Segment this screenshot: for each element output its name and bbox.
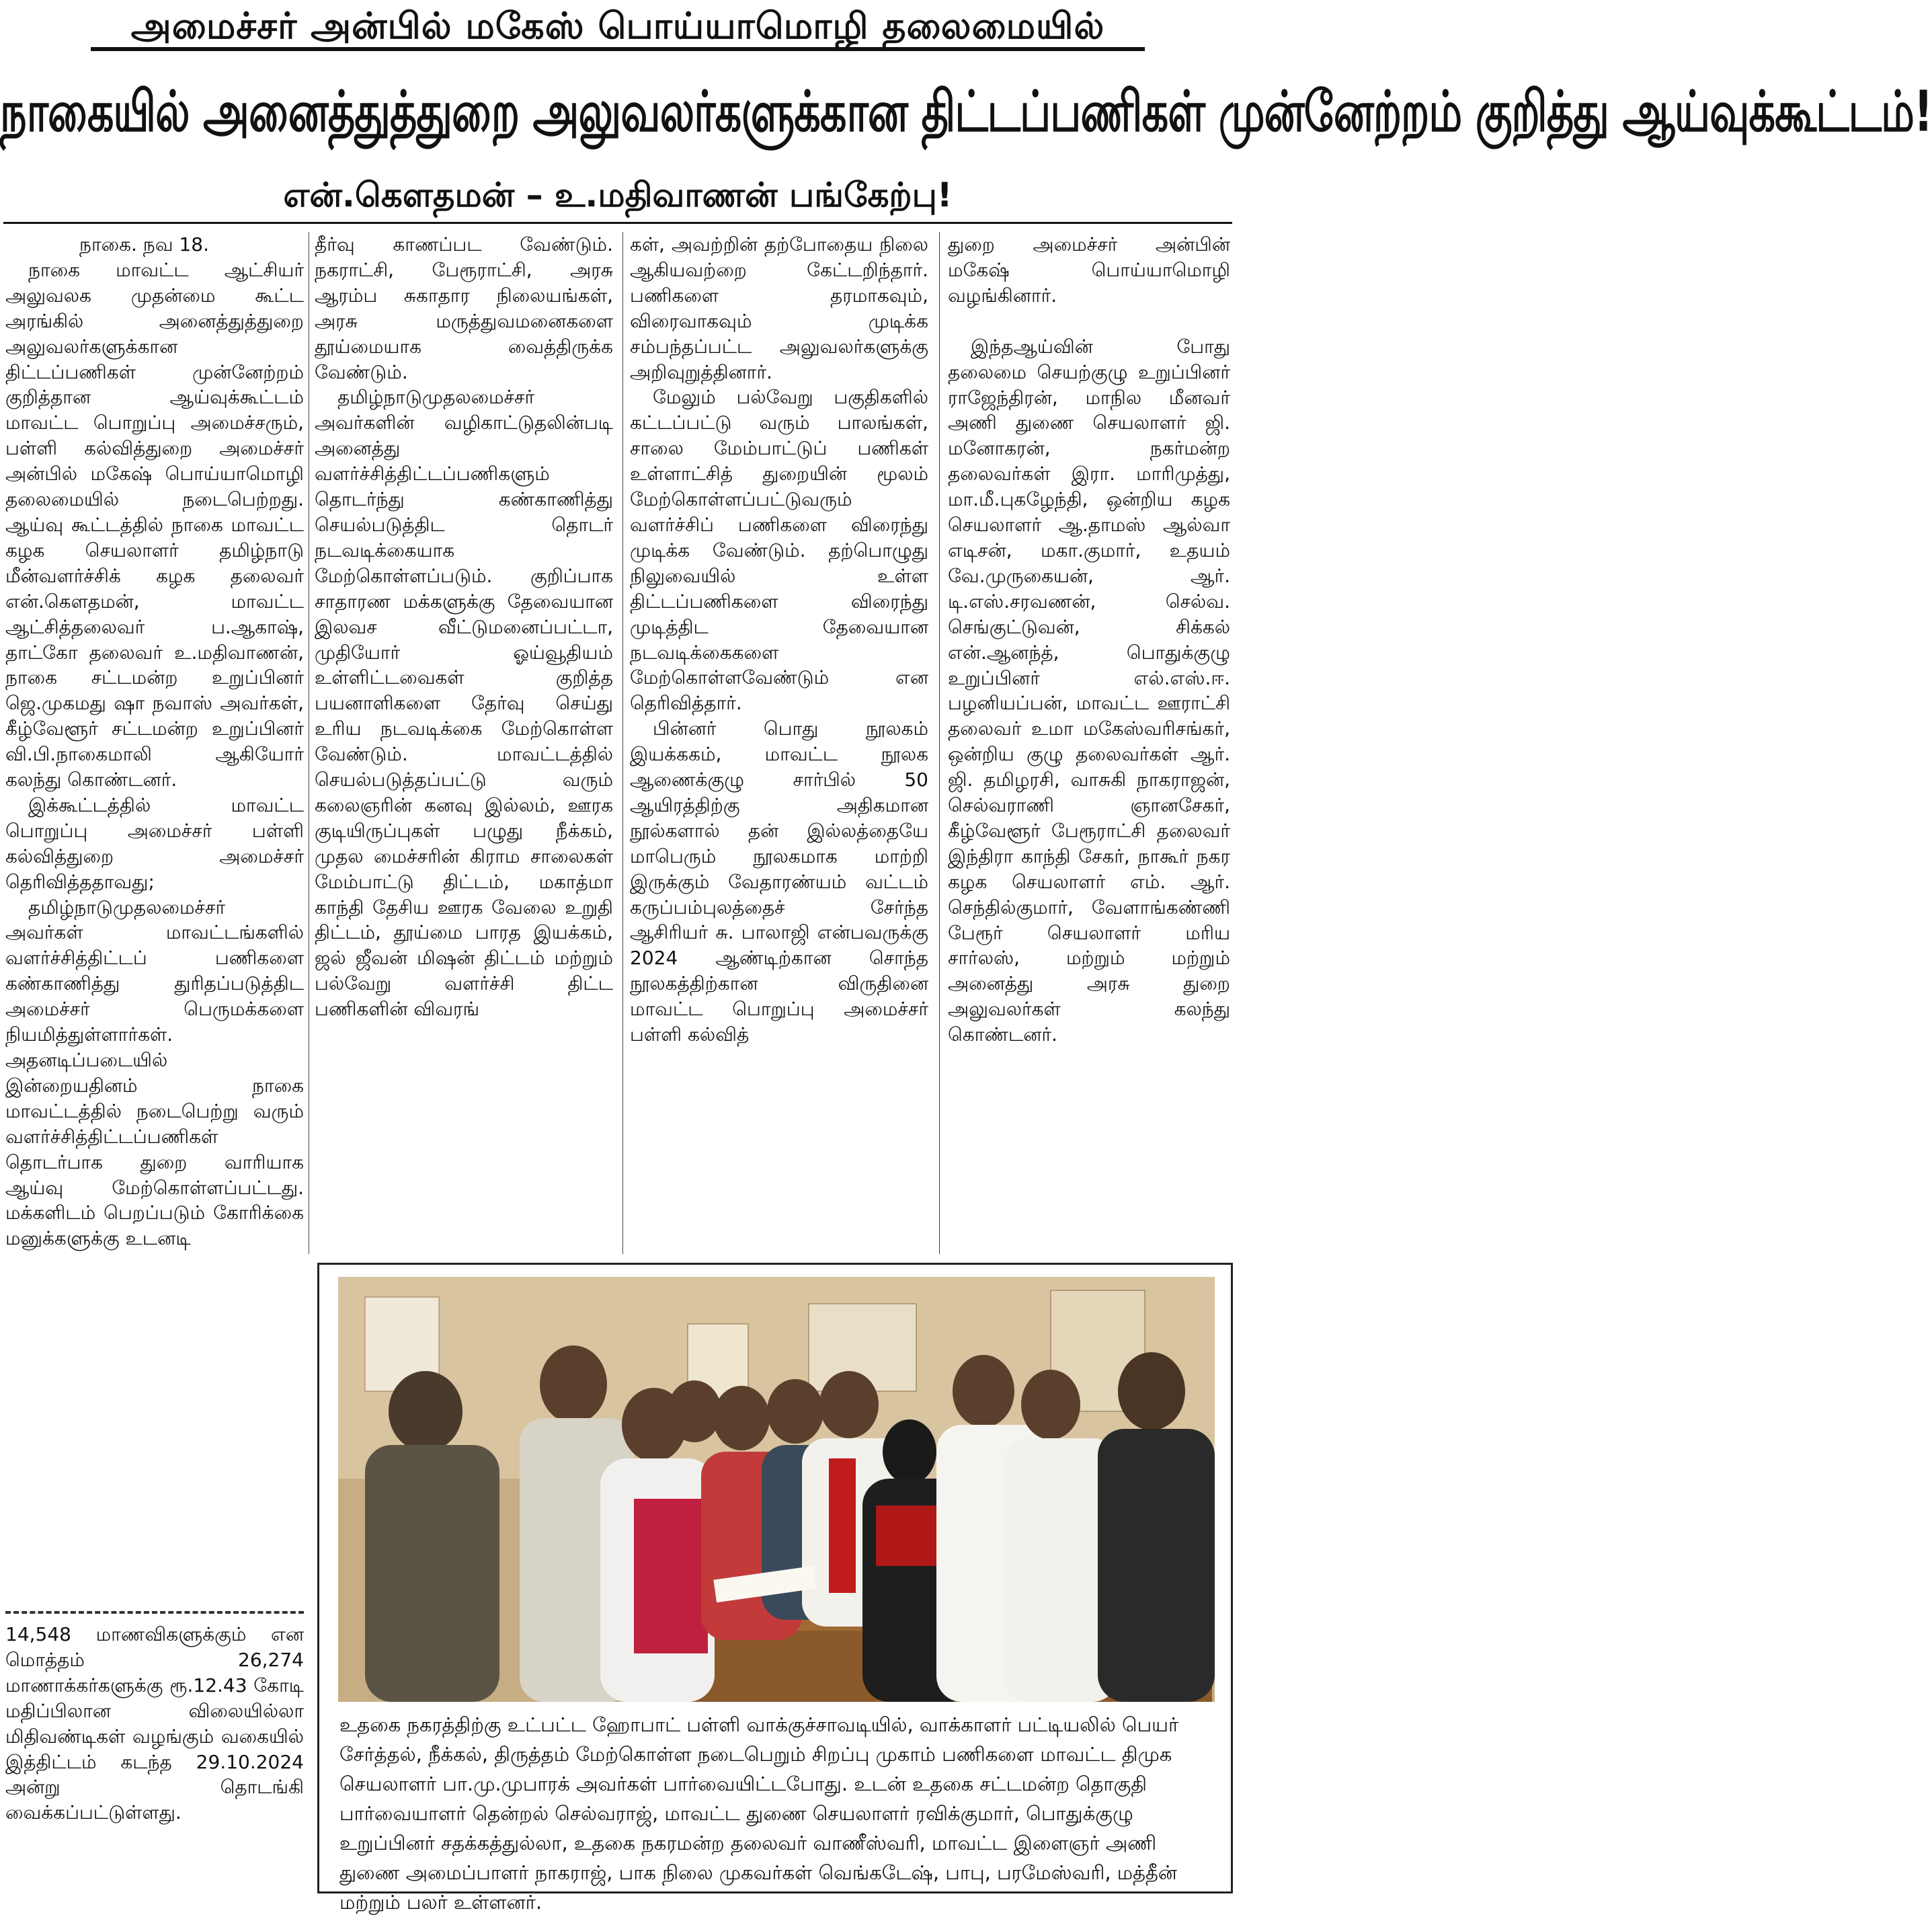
article-column-1 xyxy=(5,232,304,1251)
paragraph: நாகை மாவட்ட ஆட்சியர் அலுவலக முதன்மை கூட்ட அரங்கில் அனைத்துத்துறை அலுவலர்களுக்கான திட்டப்பணிகள் முன்னேற்றம் குறித்தான ஆய்வுக்கூட்டம் மாவட்ட பொறுப்பு அமைச்சரும், பள்ளி கல்வித்துறை அமைச்சர் அன்பில் மகேஷ் பொய்யாமொழி தலைமையில் நடைபெற்றது. ஆய்வு கூட்டத்தில் நாகை மாவட்ட கழக செயலாளர் தமிழ்நாடு மீன்வளர்ச்சிக் கழக தலைவர் என்.கௌதமன், மாவட்ட ஆட்சித்தலைவர் ப.ஆகாஷ், தாட்கோ தலைவர் உ.மதிவாணன், நாகை சட்டமன்ற உறுப்பினர் ஜெ.முகமது ஷா நவாஸ் அவர்கள், கீழ்வேளூர் சட்டமன்ற உறுப்பினர் வி.பி.நாகைமாலி ஆகியோர் கலந்து கொண்டனர். xyxy=(5,258,304,791)
photo-illustration xyxy=(338,1277,1215,1702)
subhead-rule xyxy=(3,222,1232,224)
dashed-divider xyxy=(5,1611,304,1614)
dateline: நாகை. நவ 18. xyxy=(79,233,209,256)
kicker: அமைச்சர் அன்பில் மகேஸ் பொய்யாமொழி தலைமையில் xyxy=(130,5,1105,47)
paragraph: துறை அமைச்சர் அன்பின் மகேஷ் பொய்யாமொழி வழங்கினார். xyxy=(948,233,1230,307)
paragraph: தீர்வு காணப்பட வேண்டும். நகராட்சி, பேரூராட்சி, அரசு ஆரம்ப சுகாதார நிலையங்கள், அரசு மருத்துவமனைகளை தூய்மையாக வைத்திருக்க வேண்டும். xyxy=(315,233,613,383)
photo-box xyxy=(317,1263,1233,1914)
column-rule xyxy=(622,232,623,1254)
paragraph: கள், அவற்றின் தற்போதைய நிலை ஆகியவற்றை கேட்டறிந்தார். பணிகளை தரமாகவும், விரைவாகவும் முடிக்க சம்பந்தப்பட்ட அலுவலர்களுக்கு அறிவுறுத்தினார். xyxy=(630,233,928,383)
paragraph: பின்னர் பொது நூலகம் இயக்ககம், மாவட்ட நூலக ஆணைக்குழு சார்பில் 50 ஆயிரத்திற்கு அதிகமான நூல்களால் தன் இல்லத்தையே மாபெரும் நூலகமாக மாற்றி இருக்கும் வேதாரண்யம் வட்டம் கருப்பம்புலத்தைச் சேர்ந்த ஆசிரியர் சு. பாலாஜி என்பவருக்கு 2024 ஆண்டிற்கான சொந்த நூலகத்திற்கான விருதினை மாவட்ட பொறுப்பு அமைச்சர் பள்ளி கல்வித் xyxy=(630,717,928,1046)
headline: நாகையில் அனைத்துத்துறை அலுவலர்களுக்கான திட்டப்பணிகள் முன்னேற்றம் குறித்து ஆய்வுக்கூட்டம்! xyxy=(0,78,1932,145)
paragraph: மேலும் பல்வேறு பகுதிகளில் கட்டப்பட்டு வரும் பாலங்கள், சாலை மேம்பாட்டுப் பணிகள் உள்ளாட்சித் துறையின் மூலம் மேற்கொள்ளப்பட்டுவரும் வளர்ச்சிப் பணிகளை விரைந்து முடிக்க வேண்டும். தற்பொழுது நிலுவையில் உள்ள திட்டப்பணிகளை விரைந்து முடித்திட தேவையான நடவடிக்கைகளை மேற்கொள்ளவேண்டும் என தெரிவித்தார். xyxy=(630,386,928,715)
article-column-2 xyxy=(315,232,613,1022)
column-rule xyxy=(939,232,940,1254)
photo-caption: உதகை நகரத்திற்கு உட்பட்ட ஹோபாட் பள்ளி வாக்குச்சாவடியில், வாக்காளர் பட்டியலில் பெயர் சேர்த்தல், நீக்கல், திருத்தம் மேற்கொள்ள நடைபெறும் சிறப்பு முகாம் பணிகளை மாவட்ட திமுக செயலாளர் பா.மு.முபாரக் அவர்கள் பார்வையிட்டபோது. உடன் உதகை சட்டமன்ற தொகுதி பார்வையாளர் தென்றல் செல்வராஜ், மாவட்ட துணை செயலாளர் ரவிக்குமார், பொதுக்குழு உறுப்பினர் சதக்கத்துல்லா, உதகை நகரமன்ற தலைவர் வாணீஸ்வரி, மாவட்ட இளைஞர் அணி துணை அமைப்பாளர் நாகராஜ், பாக நிலை முகவர்கள் வெங்கடேஷ், பாபு, பரமேஸ்வரி, மத்தீன் மற்றும் பலர் உள்ளனர். xyxy=(339,1713,1179,1914)
article-column-1-continued: 14,548 மாணவிகளுக்கும் என மொத்தம் 26,274 மாணாக்கர்களுக்கு ரூ.12.43 கோடி மதிப்பிலான விலையில்லா மிதிவண்டிகள் வழங்கும் வகையில் இத்திட்டம் கடந்த 29.10.2024 அன்று தொடங்கி வைக்கப்பட்டுள்ளது. xyxy=(5,1623,304,1824)
paragraph: தமிழ்நாடுமுதலமைச்சர் அவர்கள் மாவட்டங்களில் வளர்ச்சித்திட்டப் பணிகளை கண்காணித்து துரிதப்படுத்திட அமைச்சர் பெருமக்களை நியமித்துள்ளார்கள். அதனடிப்படையில் இன்றையதினம் நாகை மாவட்டத்தில் நடைபெற்று வரும் வளர்ச்சித்திட்டப்பணிகள் தொடர்பாக துறை வாரியாக ஆய்வு மேற்கொள்ளப்பட்டது. மக்களிடம் பெறப்படும் கோரிக்கை மனுக்களுக்கு உடனடி xyxy=(5,896,304,1250)
article-column-3 xyxy=(630,232,928,1048)
paragraph: இக்கூட்டத்தில் மாவட்ட பொறுப்பு அமைச்சர் பள்ளி கல்வித்துறை அமைச்சர் தெரிவித்ததாவது; xyxy=(5,793,304,893)
subheadline: என்.கௌதமன் – உ.மதிவாணன் பங்கேற்பு! xyxy=(283,175,953,214)
article-column-4 xyxy=(948,232,1230,1048)
paragraph: தமிழ்நாடுமுதலமைச்சர் அவர்களின் வழிகாட்டுதலின்படி அனைத்து வளர்ச்சித்திட்டப்பணிகளும் தொடர்ந்து கண்காணித்து செயல்படுத்திட தொடர் நடவடிக்கையாக மேற்கொள்ளப்படும். குறிப்பாக சாதாரண மக்களுக்கு தேவையான இலவச வீட்டுமனைப்பட்டா, முதியோர் ஓய்வூதியம் உள்ளிட்டவைகள் குறித்த பயனாளிகளை தேர்வு செய்து உரிய நடவடிக்கை மேற்கொள்ள வேண்டும். மாவட்டத்தில் செயல்படுத்தப்பட்டு வரும் கலைஞரின் கனவு இல்லம், ஊரக குடியிருப்புகள் பழுது நீக்கம், முதல மைச்சரின் கிராம சாலைகள் மேம்பாட்டு திட்டம், மகாத்மா காந்தி தேசிய ஊரக வேலை உறுதி திட்டம், தூய்மை பாரத இயக்கம், ஜல் ஜீவன் மிஷன் திட்டம் மற்றும் பல்வேறு வளர்ச்சி திட்ட பணிகளின் விவரங் xyxy=(315,386,613,1021)
news-photo xyxy=(338,1277,1215,1702)
paragraph: இந்தஆய்வின் போது தலைமை செயற்குழு உறுப்பினர் ராஜேந்திரன், மாநில மீனவர் அணி துணை செயலாளர் ஜி. மனோகரன், நகர்மன்ற தலைவர்கள் இரா. மாரிமுத்து, மா.மீ.புகழேந்தி, ஒன்றிய கழக செயலாளர் ஆ.தாமஸ் ஆல்வா எடிசன், மகா.குமார், உதயம் வே.முருகையன், ஆர். டி.எஸ்.சரவணன், செல்வ. செங்குட்டுவன், சிக்கல் என்.ஆனந்த், பொதுக்குழு உறுப்பினர் எல்.எஸ்.ஈ. பழனியப்பன், மாவட்ட ஊராட்சி தலைவர் உமா மகேஸ்வரிசங்கர், ஒன்றிய குழு தலைவர்கள் ஆர். ஜி. தமிழரசி, வாசுகி நாகராஜன், செல்வராணி ஞானசேகர், கீழ்வேளூர் பேரூராட்சி தலைவர் இந்திரா காந்தி சேகர், நாகூர் நகர கழக செயலாளர் எம். ஆர். செந்தில்குமார், வேளாங்கண்ணி பேரூர் செயலாளர் மரிய சார்லஸ், மற்றும் மற்றும் அனைத்து அரசு துறை அலுவலர்கள் கலந்து கொண்டனர். xyxy=(948,335,1230,1046)
